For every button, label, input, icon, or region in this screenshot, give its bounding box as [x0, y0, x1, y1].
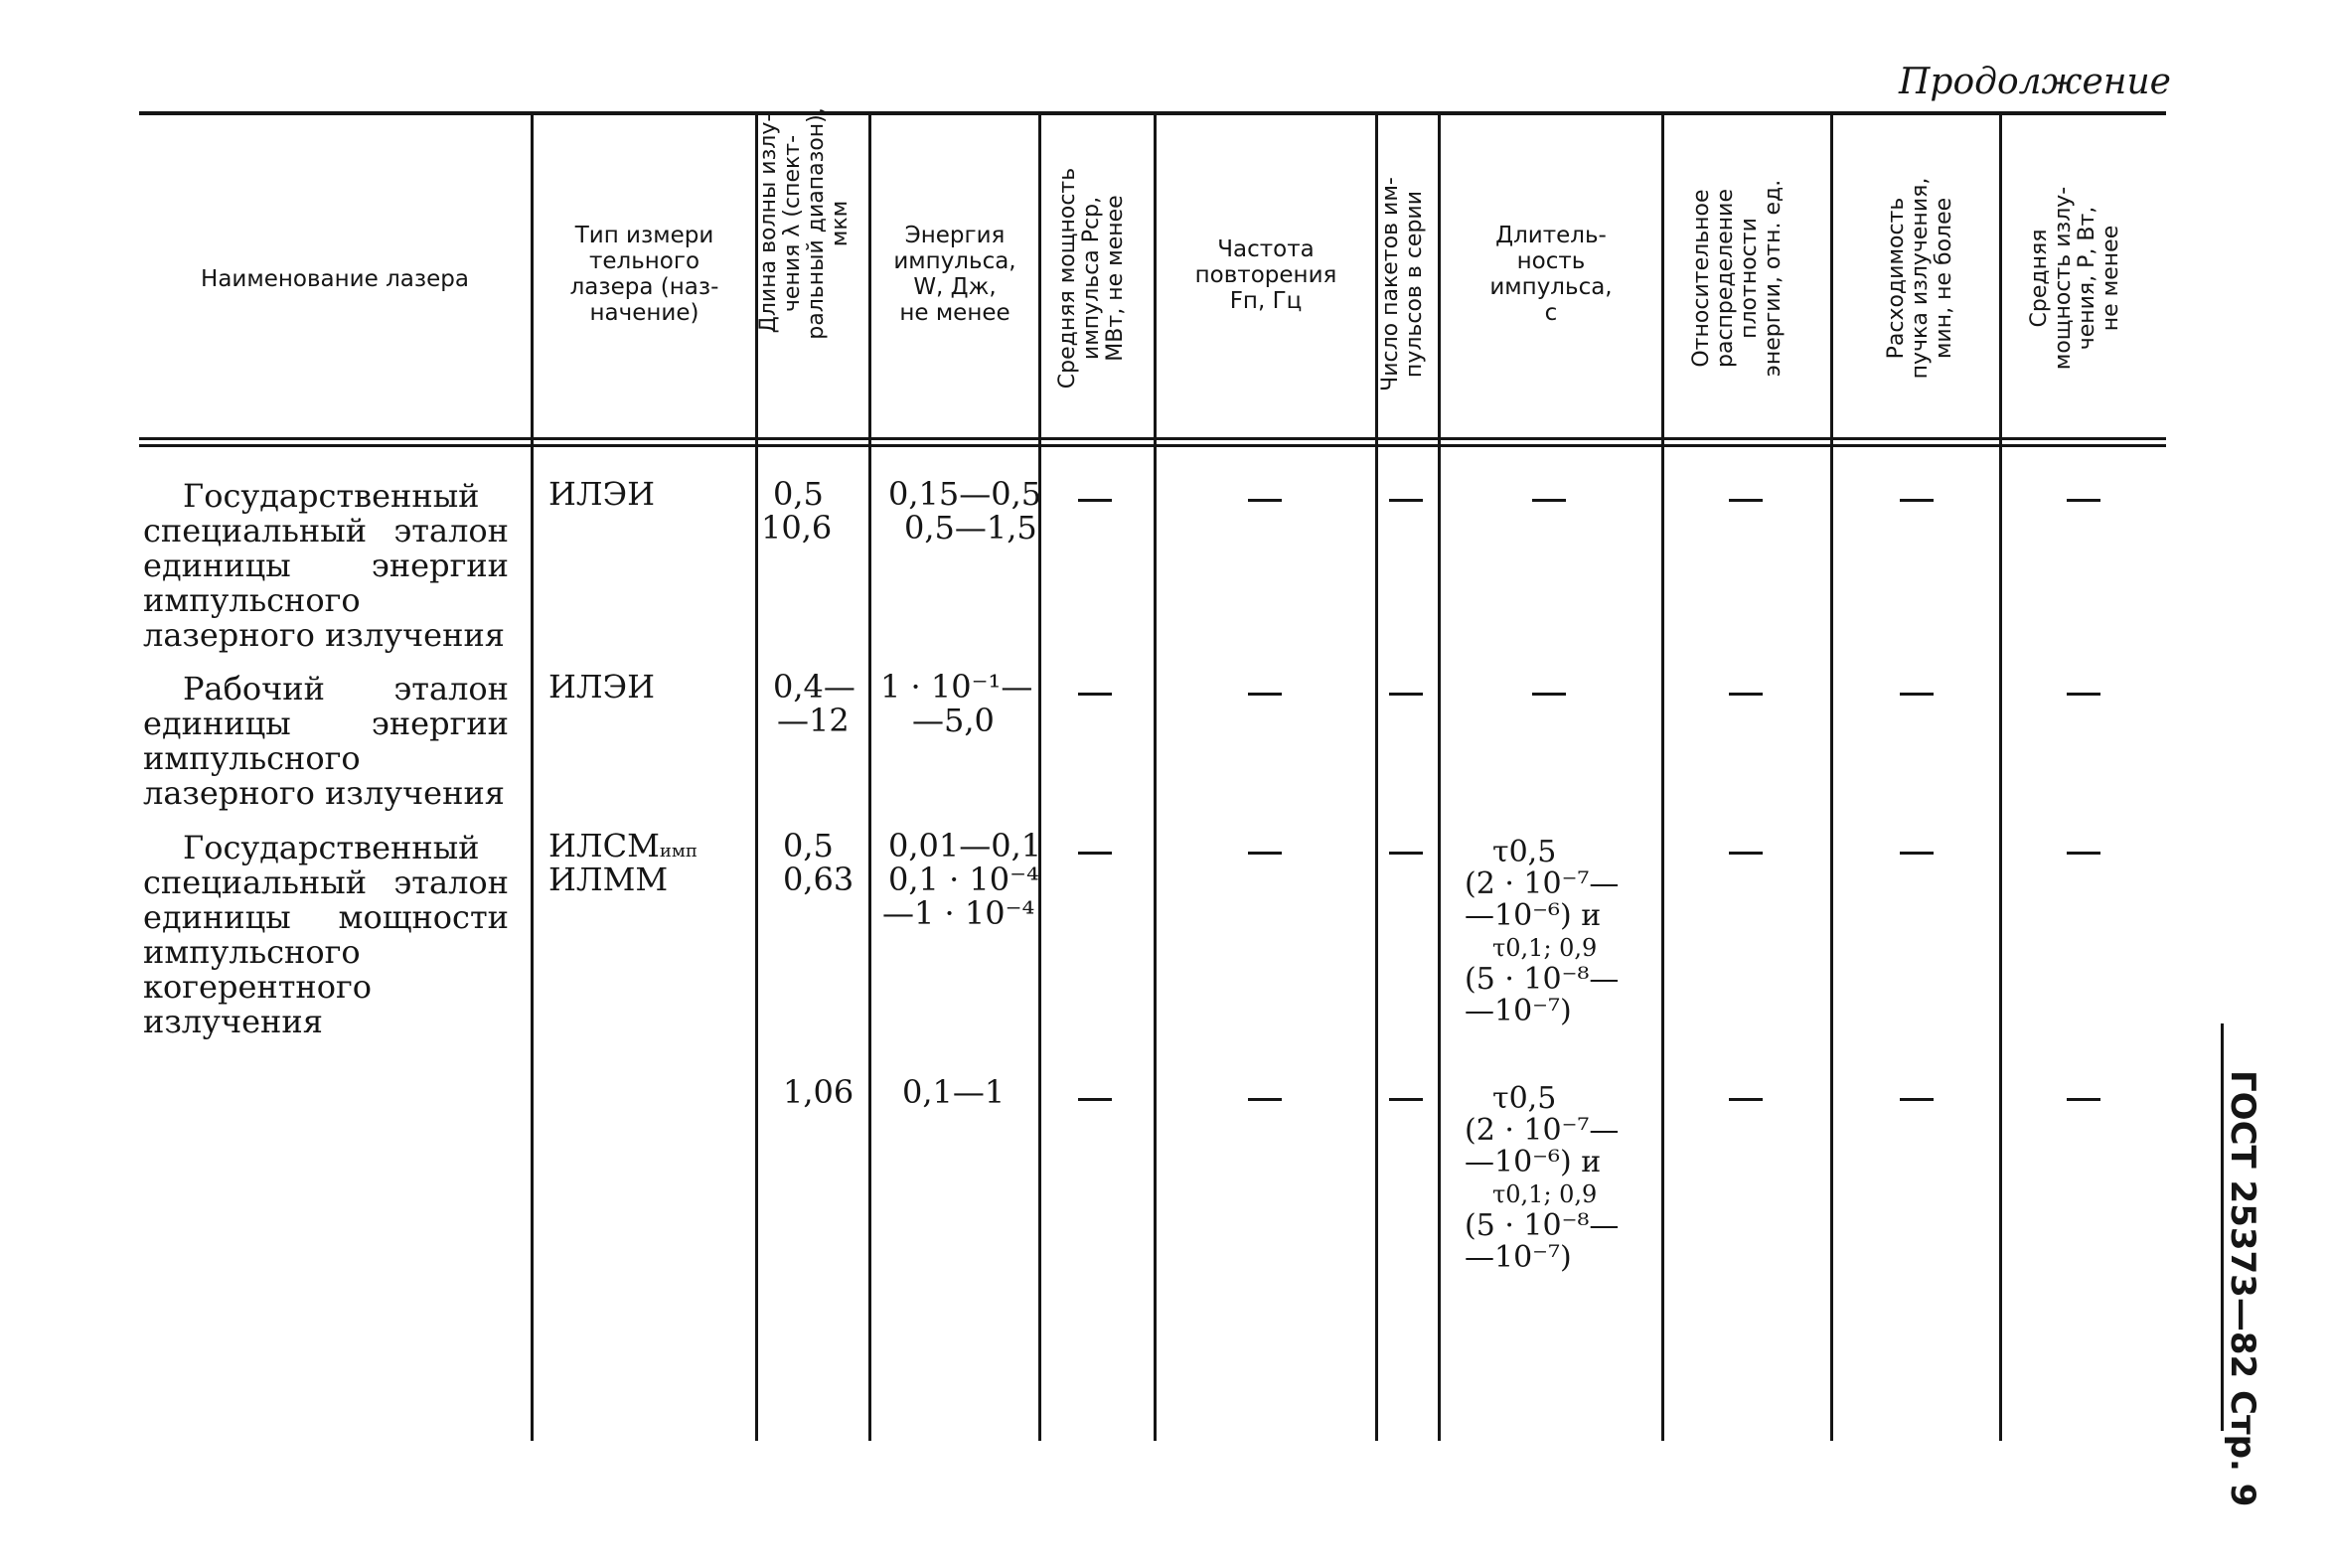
- empty-dash: [1078, 1098, 1112, 1101]
- header-wavelength: Длина волны излу- чения λ (спект- ральный диапазон), мкм: [756, 107, 853, 340]
- column-divider: [1830, 113, 1833, 1441]
- header-energy-dist: Относительное распределение плотности энергии, отн. ед.: [1689, 179, 1786, 378]
- row3-wavelength-2: 0,63: [783, 861, 854, 898]
- empty-dash: [1729, 499, 1763, 502]
- row4-duration-line: (5 · 10⁻⁸—: [1465, 1208, 1620, 1243]
- empty-dash: [1900, 499, 1934, 502]
- empty-dash: [2067, 499, 2100, 502]
- row3-duration-line: τ0,1; 0,9: [1492, 934, 1598, 962]
- table-top-rule: [139, 111, 2166, 115]
- empty-dash: [1078, 499, 1112, 502]
- row3-type-2: ИЛММ: [548, 861, 669, 898]
- row3-wavelength-1: 0,5: [783, 827, 834, 864]
- empty-dash: [1900, 852, 1934, 855]
- row1-wavelength-2: 10,6: [761, 509, 833, 547]
- empty-dash: [1389, 852, 1423, 855]
- row3-energy-2: 0,1 · 10⁻⁴: [888, 861, 1039, 898]
- header-divergence: Расходимость пучка излучения, мин, не более: [1884, 177, 1956, 380]
- empty-dash: [1248, 499, 1282, 502]
- row1-laser-name: Государственный специальный эталон единицы энергии импульсного лазерного излучения: [143, 477, 509, 654]
- column-divider: [1038, 113, 1041, 1441]
- row3-energy-3: —1 · 10⁻⁴: [882, 894, 1035, 932]
- empty-dash: [1729, 1098, 1763, 1101]
- empty-dash: [1078, 693, 1112, 696]
- row3-energy-1: 0,01—0,1: [888, 827, 1042, 864]
- empty-dash: [2067, 852, 2100, 855]
- row1-type: ИЛЭИ: [548, 475, 655, 513]
- header-packets: Число пакетов им- пульсов в серии: [1378, 177, 1427, 392]
- row3-duration: [1465, 837, 1653, 1027]
- row1-energy-2: 0,5—1,5: [904, 509, 1037, 547]
- header-energy: Энергия импульса, W, Дж, не менее: [893, 223, 1016, 326]
- row3-duration-line: (5 · 10⁻⁸—: [1465, 962, 1620, 997]
- header-duration: Длитель- ность импульса, с: [1489, 223, 1613, 326]
- empty-dash: [1248, 693, 1282, 696]
- empty-dash: [1532, 499, 1566, 502]
- row4-duration-line: —10⁻⁶) и: [1465, 1145, 1602, 1179]
- row3-laser-name: Государственный специальный эталон единицы мощности импульсного когерентного излучения: [143, 829, 509, 1040]
- row3-duration-line: τ0,5: [1492, 835, 1557, 869]
- side-page-label: ГОСТ 25373—82 Стр. 9: [2223, 1070, 2262, 1507]
- row2-energy-1: 1 · 10⁻¹—: [880, 668, 1033, 706]
- row4-duration-line: —10⁻⁷): [1465, 1240, 1572, 1275]
- empty-dash: [1729, 852, 1763, 855]
- row2-laser-name: Рабочий эталон единицы энергии импульсного лазерного излучения: [143, 670, 509, 812]
- row3-type-1: ИЛСМимп: [548, 827, 698, 864]
- header-laser-name: Наименование лазера: [201, 266, 469, 292]
- row3-duration-line: (2 · 10⁻⁷—: [1465, 866, 1620, 901]
- row4-wavelength-1: 1,06: [783, 1073, 854, 1111]
- empty-dash: [1389, 1098, 1423, 1101]
- empty-dash: [2067, 1098, 2100, 1101]
- empty-dash: [1729, 693, 1763, 696]
- header-bottom-rule: [139, 437, 2166, 440]
- header-frequency: Частота повторения Fп, Гц: [1194, 236, 1337, 314]
- row2-type: ИЛЭИ: [548, 668, 655, 706]
- empty-dash: [2067, 693, 2100, 696]
- row2-wavelength-1: 0,4—: [773, 668, 855, 706]
- empty-dash: [1078, 852, 1112, 855]
- empty-dash: [1900, 1098, 1934, 1101]
- empty-dash: [1389, 693, 1423, 696]
- empty-dash: [1248, 852, 1282, 855]
- row2-energy-2: —5,0: [912, 702, 995, 739]
- row3-duration-line: —10⁻⁷): [1465, 994, 1572, 1028]
- header-avg-power: Средняя мощность излу- чения, P, Вт, не менее: [2027, 186, 2123, 371]
- row1-wavelength-1: 0,5: [773, 475, 824, 513]
- row4-duration-line: τ0,5: [1492, 1081, 1557, 1116]
- empty-dash: [1248, 1098, 1282, 1101]
- header-laser-type: Тип измери тельного лазера (наз- начение): [569, 223, 719, 326]
- row4-duration-line: (2 · 10⁻⁷—: [1465, 1113, 1620, 1148]
- empty-dash: [1532, 693, 1566, 696]
- row2-wavelength-2: —12: [777, 702, 850, 739]
- column-divider: [1999, 113, 2002, 1441]
- row4-duration-line: τ0,1; 0,9: [1492, 1180, 1598, 1208]
- row4-duration: [1465, 1083, 1653, 1274]
- row1-energy-1: 0,15—0,5: [888, 475, 1042, 513]
- continuation-label: Продолжение: [1899, 62, 2171, 102]
- empty-dash: [1900, 693, 1934, 696]
- column-divider: [1661, 113, 1664, 1441]
- header-avg-power-pulse: Средняя мощность импульса Pср, МВт, не менее: [1055, 167, 1128, 390]
- header-bottom-rule-2: [139, 444, 2166, 447]
- row4-energy-1: 0,1—1: [902, 1073, 1006, 1111]
- row3-duration-line: —10⁻⁶) и: [1465, 898, 1602, 933]
- empty-dash: [1389, 499, 1423, 502]
